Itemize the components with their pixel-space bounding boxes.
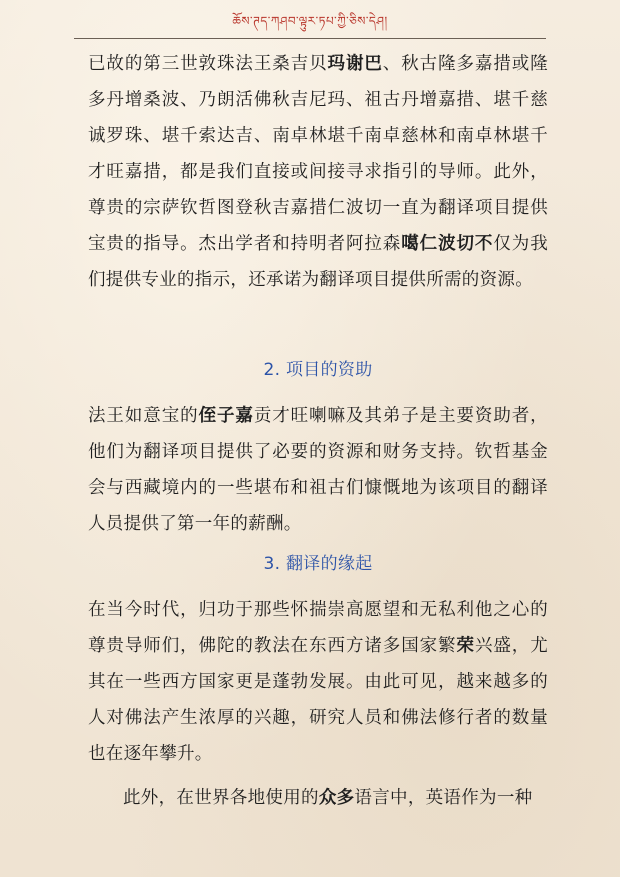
section-spacer (88, 772, 548, 780)
text-run: 语言中，英语作为一种 (354, 788, 533, 808)
text-run: 兴盛，尤其在一些西方国家更是蓬勃发展。由此可见，越来越多的人对佛法产生浓厚的兴趣，研究人员和佛法修行者的数量也在逐年攀升。 (88, 636, 549, 764)
text-run: 已故的第三世敦珠法王桑吉贝 (88, 54, 328, 74)
page-content (88, 46, 548, 816)
bold-text-run: 噶仁波切不 (401, 234, 494, 254)
paragraph-teachers (88, 46, 548, 298)
text-run: 法王如意宝的 (88, 406, 199, 426)
text-run: 仅为我们提供专业的指示，还承诺为翻译项目提供所需的资源。 (88, 234, 548, 290)
section-heading-funding: 2. 项目的资助 (263, 360, 373, 380)
paragraph-funding (88, 398, 548, 542)
section-spacer (88, 582, 548, 592)
section-spacer (88, 388, 548, 398)
header-rule (74, 38, 546, 39)
bold-text-run: 侄子嘉 (198, 406, 254, 426)
section-spacer (88, 298, 548, 352)
section-heading-origin: 3. 翻译的缘起 (263, 554, 373, 574)
paragraph-languages (88, 780, 548, 816)
bold-text-run: 众多 (318, 788, 355, 808)
text-run: 在当今时代，归功于那些怀揣崇高愿望和无私利他之心的尊贵导师们，佛陀的教法在东西方诸多国家繁 (88, 600, 548, 656)
text-run: 贡才旺喇嘛及其弟子是主要资助者，他们为翻译项目提供了必要的资源和财务支持。钦哲基金会与西藏境内的一些堪布和祖古们慷慨地为该项目的翻译人员提供了第一年的薪酬。 (88, 406, 548, 534)
bold-text-run: 玛谢巴 (327, 54, 383, 74)
text-run: 、秋古隆多嘉措或隆多丹增桑波、乃朗活佛秋吉尼玛、祖古丹增嘉措、堪千慈诚罗珠、堪千索达吉、南卓林堪千南卓慈林和南卓林堪千才旺嘉措，都是我们直接或间接寻求指引的导师。此外，尊贵的宗萨钦哲图登秋吉嘉措仁波切一直为翻译项目提供宝贵的指导。杰出学者和持明者阿拉森 (88, 54, 548, 254)
text-run: 此外，在世界各地使用的 (123, 788, 319, 808)
paragraph-origin (88, 592, 548, 772)
bold-text-run: 荣 (456, 636, 475, 656)
running-header: ཆོས་ཊད་ཀཤབ་ལྟུར་ཏཔ་ཀྱི་ཅིས་དེཤ། (232, 14, 388, 28)
